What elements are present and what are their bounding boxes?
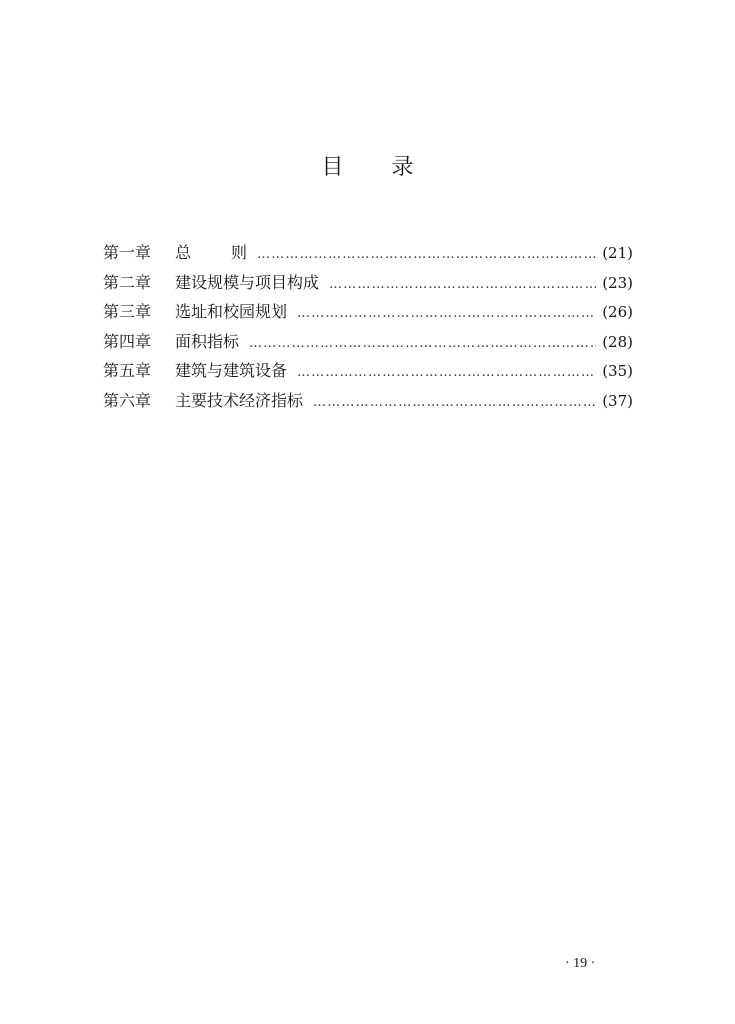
chapter-title: 主要技术经济指标 (175, 390, 304, 410)
dot-leader (313, 388, 596, 418)
chapter-title: 建设规模与项目构成 (175, 272, 320, 292)
toc-entry-3[interactable] (103, 297, 633, 327)
chapter-title: 建筑与建筑设备 (175, 361, 288, 380)
toc-entry-6[interactable] (103, 386, 633, 416)
page-title (0, 150, 735, 181)
page-reference: (28) (602, 332, 633, 351)
dot-leader (249, 329, 596, 359)
chapter-title-part-1: 总 (175, 243, 192, 262)
dot-leader (297, 299, 596, 329)
title-char-2: 录 (391, 155, 414, 180)
table-of-contents (103, 238, 633, 415)
toc-entry-4[interactable] (103, 327, 633, 357)
chapter-title (175, 238, 257, 268)
chapter-title-part-2: 则 (231, 243, 248, 262)
page-reference: (26) (602, 303, 633, 321)
toc-entry-2[interactable] (103, 268, 633, 298)
dot-leader (257, 240, 596, 270)
chapter-title: 面积指标 (175, 331, 240, 351)
page-reference: (37) (602, 391, 633, 410)
page-reference: (23) (602, 273, 633, 292)
chapter-title: 选址和校园规划 (175, 302, 288, 321)
page-reference: (21) (602, 244, 633, 262)
chapter-number: 第四章 (103, 331, 152, 351)
chapter-number: 第三章 (103, 302, 152, 321)
chapter-number: 第一章 (103, 243, 152, 262)
chapter-number: 第二章 (103, 272, 152, 292)
title-char-1: 目 (321, 155, 344, 180)
page-number: · 19 · (565, 956, 596, 971)
chapter-number: 第五章 (103, 361, 152, 380)
chapter-number: 第六章 (103, 390, 152, 410)
dot-leader (329, 270, 596, 300)
toc-entry-5[interactable] (103, 356, 633, 386)
dot-leader (297, 358, 596, 388)
page-reference: (35) (602, 362, 633, 380)
toc-entry-1[interactable] (103, 238, 633, 268)
